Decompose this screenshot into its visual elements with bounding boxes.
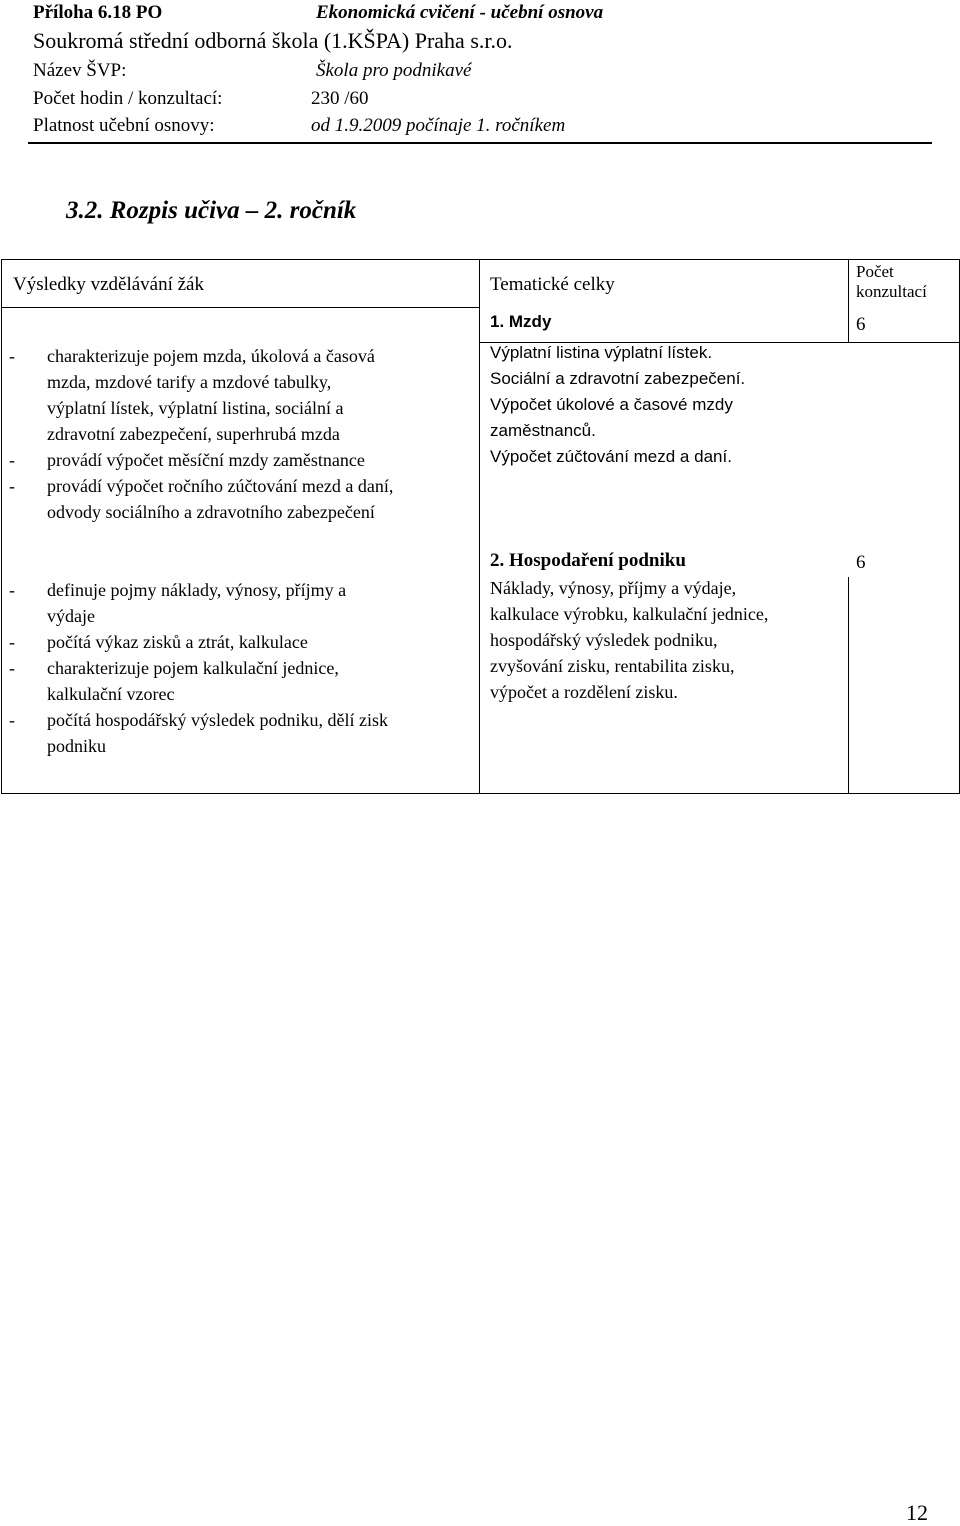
validity-label: Platnost učební osnovy:: [33, 115, 215, 136]
list-item: Sociální a zdravotní zabezpečení.: [490, 369, 746, 388]
list-item: Výplatní listina výplatní lístek.: [490, 343, 713, 362]
list-item: - provádí výpočet ročního zúčtování mezd a daní, odvody sociálního a zdravotního zabezpečení: [9, 476, 394, 522]
svp-value: Škola pro podnikavé: [316, 60, 472, 81]
subject-title: Ekonomická cvičení - učební osnova: [316, 2, 604, 23]
validity-value: od 1.9.2009 počínaje 1. ročníkem: [311, 115, 566, 136]
page-number: 12: [906, 1500, 928, 1525]
topic-count-1: 6: [856, 314, 866, 335]
list-item: zaměstnanců.: [490, 421, 596, 440]
topics-list-1: [490, 340, 745, 470]
list-item: - počítá výkaz zisků a ztrát, kalkulace: [9, 632, 308, 652]
topic-title-1: 1. Mzdy: [490, 312, 552, 331]
topic-title-2: 2. Hospodaření podniku: [490, 550, 686, 571]
list-item: hospodářský výsledek podniku,: [490, 630, 718, 650]
column-divider-2b: [848, 577, 849, 793]
column-divider-1: [479, 260, 480, 793]
section-title: 3.2. Rozpis učiva – 2. ročník: [66, 197, 357, 224]
svp-label: Název ŠVP:: [33, 60, 127, 81]
school-name: Soukromá střední odborná škola (1.KŠPA) Praha s.r.o.: [33, 28, 513, 53]
column-header-count: Počet konzultací: [856, 262, 927, 301]
header-rule: [28, 142, 932, 144]
list-item: kalkulace výrobku, kalkulační jednice,: [490, 604, 769, 624]
topics-list-2: [490, 575, 768, 705]
list-item: - definuje pojmy náklady, výnosy, příjmy a výdaje: [9, 580, 347, 626]
list-item: - počítá hospodářský výsledek podniku, dělí zisk podniku: [9, 710, 388, 756]
list-item: výpočet a rozdělení zisku.: [490, 682, 678, 702]
topic-count-2: 6: [856, 552, 866, 573]
outcomes-list-1: [9, 343, 469, 525]
hours-label: Počet hodin / konzultací:: [33, 88, 223, 109]
row-divider-header-left: [2, 307, 479, 308]
annex-label: Příloha 6.18 PO: [33, 2, 163, 23]
list-item: - charakterizuje pojem mzda, úkolová a časová mzda, mzdové tarify a mzdové tabulky, výplatní lístek, výplatní listina, sociální a zdravotní zabezpečení, superhrubá mzda: [9, 346, 375, 444]
list-item: zvyšování zisku, rentabilita zisku,: [490, 656, 735, 676]
list-item: - provádí výpočet měsíční mzdy zaměstnance: [9, 450, 365, 470]
column-divider-2a: [848, 260, 849, 342]
list-item: Výpočet zúčtování mezd a daní.: [490, 447, 732, 466]
list-item: Výpočet úkolové a časové mzdy: [490, 395, 733, 414]
column-header-outcomes: Výsledky vzdělávání žák: [13, 274, 204, 295]
column-header-topics: Tematické celky: [490, 274, 615, 295]
hours-value: 230 /60: [311, 88, 369, 109]
list-item: Náklady, výnosy, příjmy a výdaje,: [490, 578, 737, 598]
list-item: - charakterizuje pojem kalkulační jednice, kalkulační vzorec: [9, 658, 339, 704]
outcomes-list-2: [9, 577, 469, 759]
